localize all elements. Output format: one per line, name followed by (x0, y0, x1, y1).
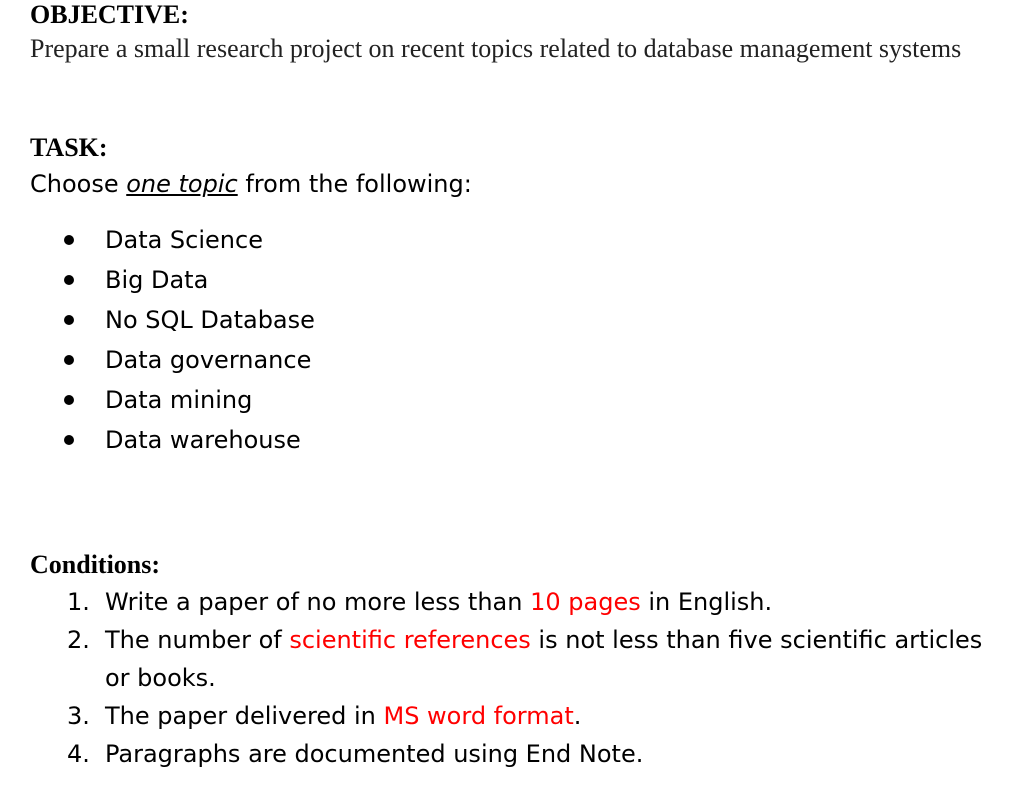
task-intro-emphasis (126, 170, 237, 198)
conditions-heading: Conditions: (30, 550, 161, 579)
condition-text-after: . (573, 702, 582, 730)
bullet-icon (64, 235, 74, 245)
condition-highlight: 10 pages (530, 588, 641, 616)
bullet-icon (64, 355, 74, 365)
bullet-icon (64, 435, 74, 445)
condition-item (62, 735, 1007, 773)
condition-text: Write a paper of no more less than (105, 588, 531, 616)
condition-highlight: MS word format (383, 702, 574, 730)
bullet-icon (64, 395, 74, 405)
topic-label: Data Science (105, 226, 263, 254)
condition-number: 2. (67, 626, 90, 654)
topic-label: Big Data (105, 266, 209, 294)
task-heading: TASK: (30, 133, 108, 162)
topic-label: Data mining (105, 386, 253, 414)
objective-heading: OBJECTIVE: (30, 0, 189, 29)
condition-highlight: scientific references (289, 626, 531, 654)
topic-label: No SQL Database (105, 306, 315, 334)
task-intro-before: Choose (30, 170, 127, 198)
objective-text: Prepare a small research project on recent topics related to database management systems (30, 34, 962, 63)
condition-number: 4. (67, 740, 90, 768)
conditions-list (62, 583, 1007, 773)
condition-item (62, 583, 1007, 621)
condition-text-after: in English. (640, 588, 773, 616)
condition-text: Paragraphs are documented using End Note. (105, 740, 644, 768)
condition-item (62, 621, 1007, 697)
bullet-icon (64, 315, 74, 325)
topic-label: Data governance (105, 346, 312, 374)
condition-number: 1. (67, 588, 90, 616)
task-intro (30, 168, 472, 200)
condition-text: The number of (105, 626, 290, 654)
bullet-icon (64, 275, 74, 285)
task-intro-after: from the following: (237, 170, 472, 198)
topic-label: Data warehouse (105, 426, 301, 454)
condition-item (62, 697, 1007, 735)
task-intro-emphasis-text: one topic (126, 170, 238, 198)
condition-number: 3. (67, 702, 90, 730)
condition-text: The paper delivered in (105, 702, 384, 730)
condition-text-after: is not less than five scientific articles or books. (105, 626, 983, 692)
